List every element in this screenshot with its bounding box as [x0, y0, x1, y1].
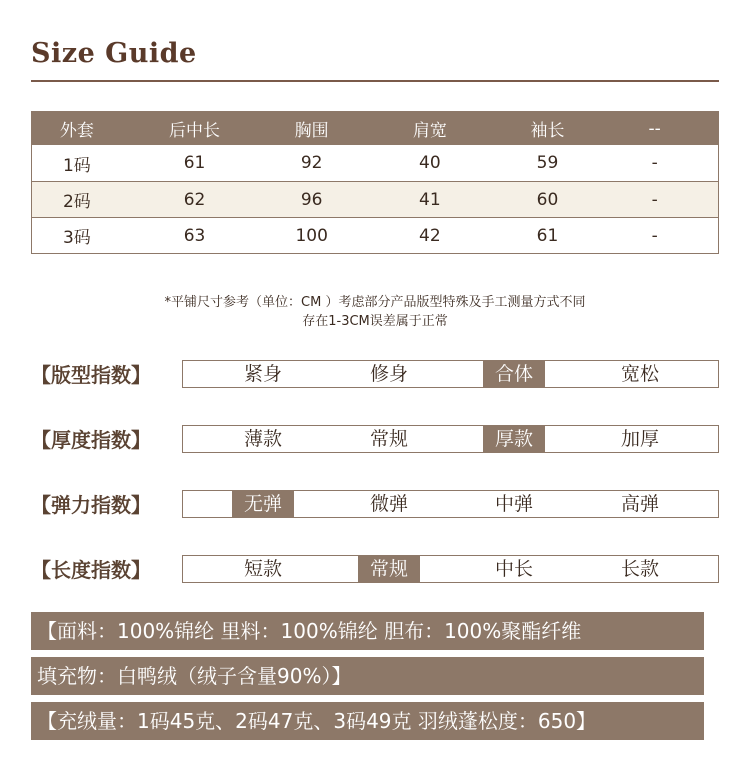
- stretch-option: 无弹: [232, 491, 294, 517]
- thickness-index-label: 【厚度指数】: [31, 428, 151, 452]
- fit-option: 宽松: [620, 363, 659, 385]
- table-cell: 100: [295, 225, 328, 246]
- size-table: [31, 111, 719, 254]
- thickness-option: 厚款: [483, 426, 545, 452]
- tolerance-note: 存在1-3CM误差属于正常: [302, 314, 448, 329]
- table-cell: -: [651, 225, 658, 246]
- length-index-label: 【长度指数】: [31, 558, 151, 582]
- table-header-cell: 胸围: [294, 121, 329, 141]
- length-index-scale: [182, 555, 719, 583]
- table-cell: 2码: [62, 192, 91, 212]
- page-title: Size Guide: [31, 38, 197, 69]
- table-cell: 40: [419, 153, 441, 173]
- length-option: 长款: [620, 558, 659, 580]
- table-cell: 61: [183, 153, 206, 173]
- table-header-cell: 后中长: [169, 121, 221, 141]
- table-cell: 61: [536, 225, 559, 246]
- table-cell: 41: [419, 189, 441, 210]
- thickness-option: 薄款: [243, 428, 282, 450]
- table-cell: 63: [183, 225, 206, 246]
- fit-option: 修身: [369, 363, 408, 385]
- title-divider: [31, 80, 719, 82]
- thickness-option: 加厚: [620, 428, 659, 450]
- fit-index-scale: [182, 360, 719, 388]
- table-header-row: [32, 112, 718, 145]
- stretch-index-label: 【弹力指数】: [31, 493, 151, 517]
- table-cell: 59: [536, 153, 559, 173]
- table-row: [32, 181, 718, 217]
- table-cell: -: [651, 153, 658, 173]
- length-option: 常规: [358, 556, 420, 582]
- table-cell: 96: [300, 189, 323, 210]
- table-cell: 92: [300, 153, 323, 173]
- filling-info-bar: 填充物：白鸭绒（绒子含量90%）】: [31, 657, 704, 695]
- thickness-option: 常规: [369, 428, 408, 450]
- table-cell: 1码: [62, 155, 91, 176]
- thickness-index-scale: [182, 425, 719, 453]
- fit-index-label: 【版型指数】: [31, 363, 151, 387]
- table-cell: 42: [419, 225, 441, 246]
- table-cell: 62: [183, 189, 206, 210]
- stretch-option: 中弹: [494, 493, 533, 515]
- down-weight-info-bar: 【充绒量：1码45克、2码47克、3码49克 羽绒蓬松度：650】: [31, 702, 704, 740]
- length-option: 中长: [494, 558, 533, 580]
- stretch-option: 高弹: [620, 493, 659, 515]
- fit-option: 合体: [483, 361, 545, 387]
- measurement-note: *平铺尺寸参考（单位：CM ）考虑部分产品版型特殊及手工测量方式不同: [164, 295, 586, 310]
- stretch-index-scale: [182, 490, 719, 518]
- table-cell: 60: [536, 189, 559, 210]
- table-header-cell: 袖长: [530, 121, 565, 141]
- table-cell: 3码: [62, 228, 91, 248]
- fit-option: 紧身: [243, 363, 282, 385]
- length-option: 短款: [243, 558, 282, 580]
- fabric-info-bar: 【面料：100%锦纶 里料：100%锦纶 胆布：100%聚酯纤维: [31, 612, 704, 650]
- table-header-cell: 肩宽: [412, 121, 447, 141]
- table-row: [32, 217, 718, 253]
- table-row: [32, 145, 718, 181]
- table-header-cell: --: [648, 118, 661, 139]
- table-cell: -: [651, 189, 658, 210]
- table-header-cell: 外套: [59, 121, 94, 141]
- stretch-option: 微弹: [369, 493, 408, 515]
